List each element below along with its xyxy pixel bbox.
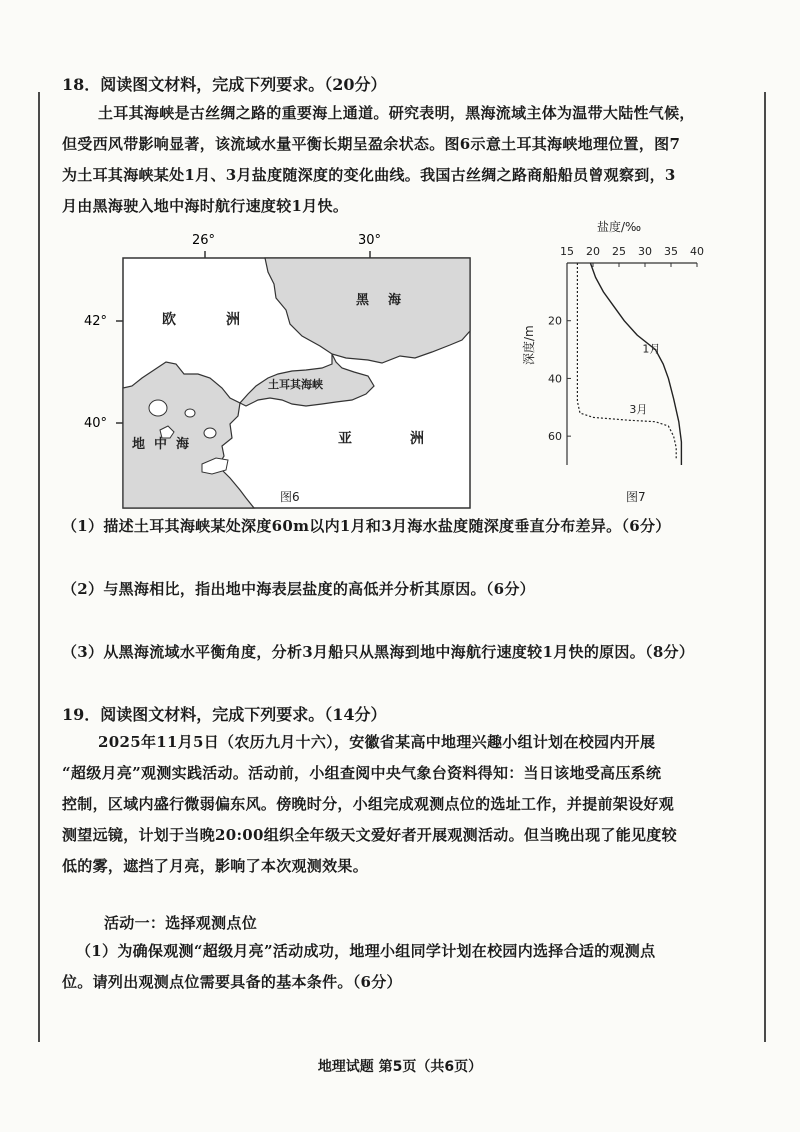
- q18-sub-2: （2）与黑海相比，指出地中海表层盐度的高低并分析其原因。（6分）: [62, 580, 535, 598]
- x-tick-label: 15: [560, 245, 574, 258]
- label-asia-1: 亚: [338, 431, 352, 447]
- q18-sub-1: （1）描述土耳其海峡某处深度60m以内1月和3月海水盐度随深度垂直分布差异。（6分）: [62, 517, 671, 535]
- y-tick-label: 40: [548, 372, 562, 386]
- label-strait: 土耳其海峡: [268, 378, 323, 391]
- island-1: [149, 400, 167, 416]
- label-black-sea-1: 黑: [356, 293, 370, 308]
- y-tick-label: 20: [548, 314, 562, 328]
- label-med-2: 中: [154, 437, 168, 452]
- label-med-1: 地: [132, 437, 146, 452]
- x-tick-label: 30: [638, 245, 652, 258]
- activity-title: 活动一：选择观测点位: [104, 914, 258, 932]
- lon-label-30: 30°: [358, 233, 382, 248]
- q18-line-1: 土耳其海峡是古丝绸之路的重要海上通道。研究表明，黑海流域主体为温带大陆性气候，: [98, 104, 695, 122]
- x-tick-label: 35: [664, 245, 678, 258]
- q18-heading: 18．阅读图文材料，完成下列要求。（20分）: [62, 75, 387, 94]
- x-tick-label: 25: [612, 245, 626, 258]
- island-3: [204, 428, 216, 438]
- right-margin-line: [764, 92, 766, 1042]
- y-tick-label: 60: [548, 430, 562, 444]
- label-black-sea-2: 海: [388, 293, 402, 308]
- q19-line-1: 2025年11月5日（农历九月十六），安徽省某高中地理兴趣小组计划在校园内开展: [98, 733, 656, 751]
- q19-line-4: 测望远镜，计划于当晚20:00组织全年级天文爱好者开展观测活动。但当晚出现了能见度较: [62, 826, 677, 844]
- island-2: [185, 409, 195, 417]
- label-europe-2: 洲: [226, 312, 240, 328]
- x-tick-label: 20: [586, 245, 600, 258]
- q18-line-4: 月由黑海驶入地中海时航行速度较1月快。: [62, 197, 349, 215]
- series-label-jan: 1月: [642, 342, 661, 356]
- series-line-1: [590, 263, 681, 465]
- page-footer: 地理试题 第5页（共6页）: [317, 1059, 483, 1075]
- left-margin-line: [38, 92, 40, 1042]
- chart-y-title: 深度/m: [522, 325, 536, 365]
- q19-line-5: 低的雾，遮挡了月亮，影响了本次观测效果。: [62, 857, 369, 875]
- q19-sub-1-line-2: 位。请列出观测点位需要具备的基本条件。（6分）: [62, 973, 402, 991]
- lat-label-42: 42°: [84, 314, 108, 329]
- q19-line-3: 控制，区域内盛行微弱偏东风。傍晚时分，小组完成观测点位的选址工作，并提前架设好观: [62, 795, 675, 813]
- series-label-mar: 3月: [629, 403, 648, 417]
- q19-sub-1: [62, 936, 742, 998]
- q19-paragraph: [62, 727, 742, 882]
- q19-line-2: “超级月亮”观测实践活动。活动前，小组查阅中央气象台资料得知：当日该地受高压系统: [62, 764, 662, 782]
- label-europe-1: 欧: [162, 312, 176, 328]
- q18-sub-3: （3）从黑海流域水平衡角度，分析3月船只从黑海到地中海航行速度较1月快的原因。（8分）: [62, 643, 695, 661]
- figure-7-chart: [515, 215, 730, 475]
- q19-heading: 19．阅读图文材料，完成下列要求。（14分）: [62, 705, 387, 724]
- figure-6-map: [70, 228, 490, 518]
- x-tick-label: 40: [690, 245, 704, 258]
- q18-line-2: 但受西风带影响显著，该流域水量平衡长期呈盈余状态。图6示意土耳其海峡地理位置，图7: [62, 135, 681, 153]
- q18-line-3: 为土耳其海峡某处1月、3月盐度随深度的变化曲线。我国古丝绸之路商船船员曾观察到，3: [62, 166, 676, 184]
- q19-sub-1-line-1: （1）为确保观测“超级月亮”活动成功，地理小组同学计划在校园内选择合适的观测点: [76, 942, 656, 960]
- lon-label-26: 26°: [192, 233, 216, 248]
- chart-x-title: 盐度/‰: [597, 220, 642, 234]
- figure-7-caption: 图7: [626, 490, 646, 504]
- q18-paragraph: [62, 98, 742, 222]
- label-asia-2: 洲: [410, 431, 424, 447]
- chart-series: [577, 263, 681, 465]
- label-med-3: 海: [176, 437, 190, 452]
- figure-6-caption: 图6: [280, 490, 300, 504]
- lat-label-40: 40°: [84, 416, 108, 431]
